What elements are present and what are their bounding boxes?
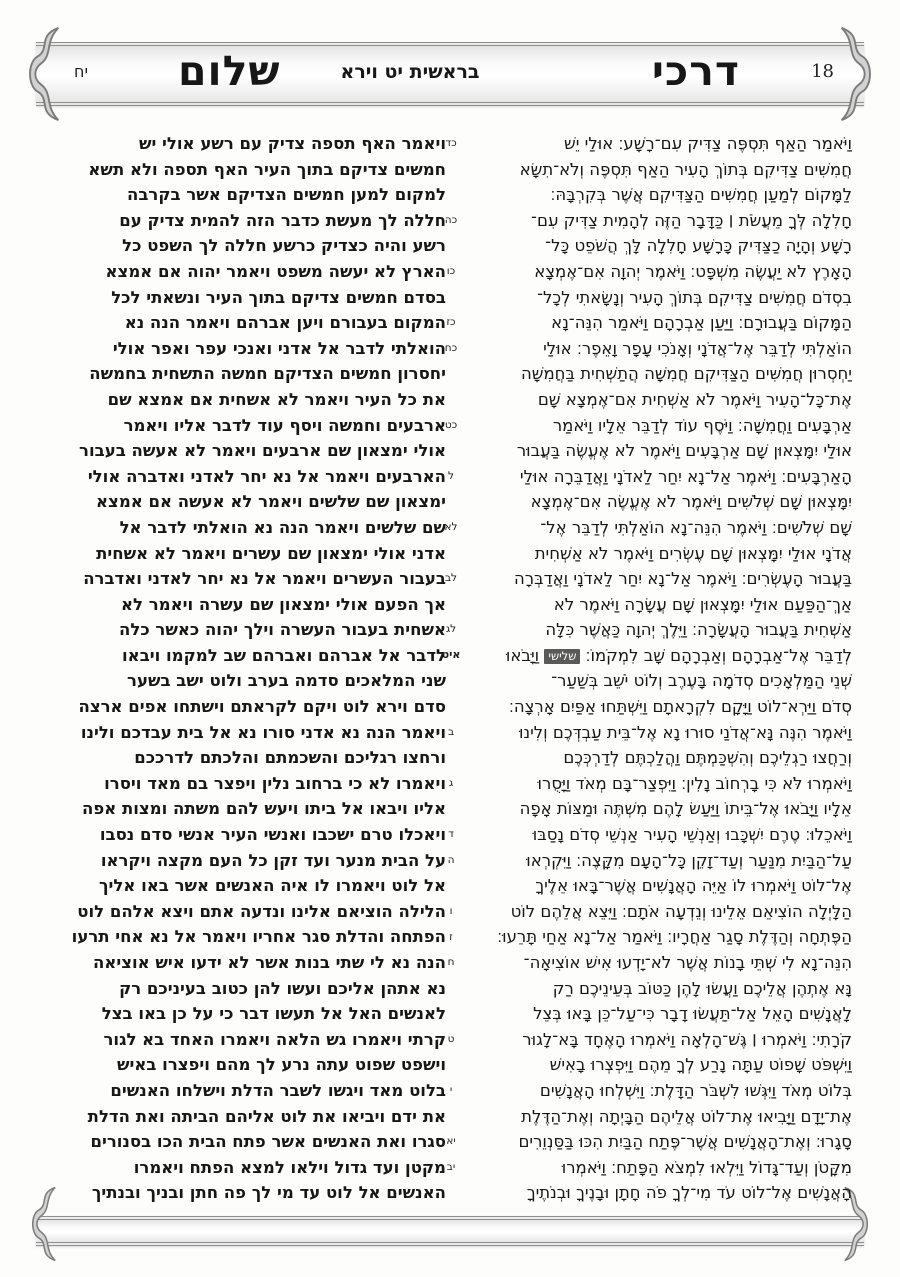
torah-line: הַפֶּתְחָה וְהַדֶּלֶת סָגַר אַחֲרָיו׃ וַיֹּאמַר אַל־נָא אַחַי תָּרֵעוּ׃ bbox=[497, 927, 852, 947]
script-line: הארץ לא יעשה משפט ויאמר יהוה אם אמצא bbox=[105, 261, 446, 281]
script-line: רשע והיה כצדיק כרשע חללה לך השפט כל bbox=[122, 236, 446, 256]
torah-line: הִנֵּה־נָא לִי שְׁתֵּי בָנוֹת אֲשֶׁר לֹא־יָדְעוּ אִישׁ אוֹצִיאָה־ bbox=[523, 953, 852, 972]
verse-marker: כט bbox=[444, 418, 458, 431]
torah-line: עַל־הַבַּיִת מִנַּעַר וְעַד־זָקֵן כָּל־הָעָם מִקָּצֶה׃ וַיִּקְרְאוּ bbox=[526, 850, 852, 870]
torah-line: הָאַרְבָּעִים׃ וַיֹּאמֶר אַל־נָא יִחַר לַאדֹנָי וַאֲדַבֵּרָה אוּלַי bbox=[519, 466, 852, 486]
torah-line: הָאָרֶץ לֹא יַעֲשֶׂה מִשְׁפָּט׃ וַיֹּאמֶר יְהוָה אִם־אֶמְצָא bbox=[534, 261, 852, 281]
script-line: אליו ויבאו אל ביתו ויעש להם משתה ומצות אפה bbox=[82, 799, 446, 819]
script-line: הארבעים ויאמר אל נא יחר לאדני ואדברה אולי bbox=[87, 466, 446, 486]
script-line: וישפט שפוט עתה נרע לך מהם ויפצרו באיש bbox=[116, 1055, 446, 1075]
torah-line: וַיֹּאכֵלוּ׃ טֶרֶם יִשְׁכָּבוּ וְאַנְשֵׁי הָעִיר אַנְשֵׁי סְדֹם נָסַבּוּ bbox=[532, 825, 852, 845]
verse-marker: ז bbox=[449, 930, 453, 943]
script-line: אשחית בעבור העשרה וילך יהוה כאשר כלה bbox=[119, 620, 446, 640]
script-line: ימצאון שם שלשים ויאמר לא אעשה אם אמצא bbox=[96, 492, 446, 512]
script-line: בעבור העשרים ויאמר אל נא יחר לאדני ואדברה bbox=[83, 569, 446, 589]
torah-line: וַיֹּאמְרוּ לֹּא כִּי בָרְחוֹב נָלִין׃ וַיִּפְצַר־בָּם מְאֹד וַיָּסֻרוּ bbox=[537, 773, 852, 793]
torah-line: שָׁם שְׁלֹשִׁים׃ וַיֹּאמֶר הִנֵּה־נָא הוֹאַלְתִּי לְדַבֵּר אֶל־ bbox=[540, 517, 852, 537]
torah-line: אַךְ־הַפַּעַם אוּלַי יִמָּצְאוּן שָׁם עֲשָׂרָה וַיֹּאמֶר לֹא bbox=[553, 594, 852, 614]
torah-line: סָגָרוּ׃ וְאֶת־הָאֲנָשִׁים אֲשֶׁר־פֶּתַח הַבַּיִת הִכּוּ בַּסַּנְוֵרִים bbox=[518, 1132, 852, 1152]
pointed-text-column bbox=[464, 131, 852, 1206]
verse-marker: ה bbox=[447, 853, 455, 866]
book-title-right: דרכי bbox=[651, 47, 740, 95]
script-line: שני המלאכים סדמה בערב ולוט ישב בשער bbox=[127, 671, 446, 691]
torah-line: הָאֲנָשִׁים אֶל־לוֹט עֹד מִי־לְךָ פֹה חָתָן וּבָנֶיךָ וּבְנֹתֶיךָ bbox=[526, 1183, 852, 1203]
torah-line: מִקָּטֹן וְעַד־גָּדוֹל וַיִּלְאוּ לִמְצֹא הַפָּתַח׃ וַיֹּאמְרוּ bbox=[561, 1157, 852, 1177]
script-line: המקום בעבורם ויען אברהם ויאמר הנה נא bbox=[124, 313, 446, 333]
script-line: לאנשים האל אל תעשו דבר כי על כן באו בצל bbox=[101, 1004, 446, 1024]
torah-line: לָאֲנָשִׁים הָאֵל אַל־תַּעֲשׂוּ דָבָר כִּי־עַל־כֵּן בָּאוּ בְּצֵל bbox=[533, 1004, 852, 1024]
torah-line: הַלָּיְלָה הוֹצִיאֵם אֵלֵינוּ וְנֵדְעָה אֹתָם׃ וַיֵּצֵא אֲלֵהֶם לוֹט bbox=[510, 901, 852, 921]
verse-marker: לא bbox=[444, 521, 458, 533]
script-line: ויאכלו טרם ישכבו ואנשי העיר אנשי סדם נסבו bbox=[99, 825, 446, 845]
verse-marker: ד bbox=[448, 828, 454, 841]
torah-line: וַיֹּאמַר הַאַף תִּסְפֶּה צַדִּיק עִם־רָשָׁע׃ אוּלַי יֵשׁ bbox=[564, 134, 852, 153]
script-line: בלוט מאד ויגשו לשבר הדלת וישלחו האנשים bbox=[110, 1080, 446, 1100]
verse-marker: כד bbox=[445, 137, 457, 149]
script-line: ויאמרו לא כי ברחוב נלין ויפצר בם מאד ויסרו bbox=[104, 773, 446, 793]
verse-marker: כה bbox=[444, 213, 458, 226]
corner-flourish-top-left-icon bbox=[22, 26, 64, 122]
torah-line: אַשְׁחִית בַּעֲבוּר הָעֲשָׂרָה׃ וַיֵּלֶךְ יְהוָה כַּאֲשֶׁר כִּלָּה bbox=[545, 620, 852, 640]
chapter-verse-marker: איט bbox=[441, 648, 461, 661]
verse-marker: לג bbox=[445, 623, 457, 636]
verse-marker: כח bbox=[444, 341, 458, 354]
torah-line: חָלִלָה לְּךָ מֵעֲשֹׂת ׀ כַּדָּבָר הַזֶּה לְהָמִית צַדִּיק עִם־ bbox=[531, 210, 852, 230]
aliyah-marker-shlishi: שלישי bbox=[544, 649, 580, 664]
verse-marker: ב bbox=[447, 725, 455, 738]
verse-marker: ח bbox=[447, 956, 455, 969]
torah-line: בִסְדֹם חֲמִשִּׁים צַדִּיקִם בְּתוֹךְ הָעִיר וְנָשָׂאתִי לְכָל־ bbox=[537, 287, 852, 307]
script-line: אל לוט ויאמרו לו איה האנשים אשר באו אליך bbox=[99, 876, 446, 896]
script-line: ויאמר הנה נא אדני סורו נא אל בית עבדכם ולינו bbox=[80, 722, 446, 742]
torah-line: הוֹאַלְתִּי לְדַבֵּר אֶל־אֲדֹנָי וְאָנֹכִי עָפָר וָאֵפֶר׃ אוּלַי bbox=[543, 338, 852, 358]
script-line: חמשים צדיקם בתוך העיר האף תספה ולא תשא bbox=[88, 159, 446, 179]
verse-marker: יא bbox=[446, 1135, 456, 1148]
script-line: האנשים אל לוט עד מי לך פה חתן ובניך ובנתיך bbox=[91, 1183, 446, 1203]
verse-marker: לב bbox=[444, 572, 458, 585]
torah-line: בַּעֲבוּר הָעֶשְׂרִים׃ וַיֹּאמֶר אַל־נָא יִחַר לַאדֹנָי וַאֲדַבְּרָה bbox=[513, 569, 852, 589]
torah-line: וַיִּשְׁפֹּט שָׁפוֹט עַתָּה נָרַע לְךָ מֵהֶם וַיִּפְצְרוּ בָאִישׁ bbox=[549, 1055, 852, 1075]
script-line: ורחצו רגליכם והשכמתם והלכתם לדרככם bbox=[134, 748, 446, 768]
torah-line: שְׁנֵי הַמַּלְאָכִים סְדֹמָה בָּעֶרֶב וְלוֹט יֹשֵׁב בְּשַׁעַר־ bbox=[551, 671, 852, 691]
corner-flourish-top-right-icon bbox=[836, 26, 878, 122]
torah-line: יִמָּצְאוּן שָׁם שְׁלֹשִׁים וַיֹּאמֶר לֹא אֶעֱשֶׂה אִם־אֶמְצָא bbox=[530, 492, 852, 512]
script-line: אולי ימצאון שם ארבעים ויאמר לא אעשה בעבור bbox=[79, 441, 446, 461]
footer-band bbox=[36, 1216, 864, 1246]
torah-line: יַחְסְרוּן חֲמִשִּׁים הַצַּדִּיקִם חֲמִשָּׁה הֲתַשְׁחִית בַּחֲמִשָּׁה bbox=[520, 364, 852, 384]
script-line: בסדם חמשים צדיקם בתוך העיר ונשאתי לכל bbox=[111, 287, 446, 307]
parsha-chapter-header: בראשית יט וירא bbox=[340, 61, 480, 83]
torah-line: קֹרָתִי׃ וַיֹּאמְרוּ ׀ גֶּשׁ־הָלְאָה וַיֹּאמְרוּ הָאֶחָד בָּא־לָגוּר bbox=[522, 1029, 852, 1049]
script-line: סדם וירא לוט ויקם לקראתם וישתחו אפים ארצה bbox=[78, 697, 446, 717]
script-line: הנה נא לי שתי בנות אשר לא ידעו איש אוציאה bbox=[93, 953, 446, 972]
torah-line: לַמָּקוֹם לְמַעַן חֲמִשִּׁים הַצַּדִּיקִם אֲשֶׁר בְּקִרְבָּהּ׃ bbox=[550, 185, 852, 205]
verse-marker: ג bbox=[448, 777, 454, 789]
page-number-hebrew: יח bbox=[74, 62, 89, 81]
verse-marker: כו bbox=[446, 265, 456, 277]
torah-line: אֶת־כָּל־הָעִיר וַיֹּאמֶר לֹא אַשְׁחִית אִם־אֶמְצָא שָׁם bbox=[537, 389, 852, 409]
script-line: סגרו ואת האנשים אשר פתח הבית הכו בסנורים bbox=[90, 1132, 446, 1152]
torah-line: וְרַחֲצוּ רַגְלֵיכֶם וְהִשְׁכַּמְתֶּם וַהֲלַכְתֶּם לְדַרְכְּכֶם bbox=[563, 748, 852, 768]
script-line: לדבר אל אברהם ואברהם שב למקמו ויבאו bbox=[122, 645, 446, 665]
torah-line: הַמָּקוֹם בַּעֲבוּרָם׃ וַיַּעַן אַבְרָהָם וַיֹּאמַר הִנֵּה־נָא bbox=[551, 313, 852, 333]
torah-line: אֶל־לוֹט וַיֹּאמְרוּ לוֹ אַיֵּה הָאֲנָשִׁים אֲשֶׁר־בָּאוּ אֵלֶיךָ bbox=[535, 876, 852, 896]
torah-line: אֶת־יָדָם וַיָּבִיאוּ אֶת־לוֹט אֲלֵיהֶם הַבָּיְתָה וְאֶת־הַדֶּלֶת bbox=[521, 1106, 852, 1126]
script-line: הפתחה והדלת סגר אחריו ויאמר אל נא אחי תרעו bbox=[71, 927, 446, 947]
script-line: ארבעים וחמשה ויסף עוד לדבר אליו ויאמר bbox=[123, 415, 446, 435]
page-number: 18 bbox=[811, 61, 834, 82]
torah-line: חֲמִשִּׁים צַדִּיקִם בְּתוֹךְ הָעִיר הַאַף תִּסְפֶּה וְלֹא־תִשָּׂא bbox=[519, 159, 852, 179]
script-line: יחסרון חמשים הצדיקם חמשה התשחית בחמשה bbox=[89, 364, 446, 384]
script-line: שם שלשים ויאמר הנה נא הואלתי לדבר אל bbox=[119, 517, 446, 537]
script-line: הואלתי לדבר אל אדני ואנכי עפר ואפר אולי bbox=[112, 338, 446, 358]
book-title-left: שלום bbox=[178, 47, 281, 95]
torah-line: נָּא אֶתְהֶן אֲלֵיכֶם וַעֲשׂוּ לָהֶן כַּטּוֹב בְּעֵינֵיכֶם רַק bbox=[552, 978, 852, 998]
verse-marker: כז bbox=[446, 316, 456, 329]
script-line: נא אתהן אליכם ועשו להן כטוב בעיניכם רק bbox=[119, 978, 446, 998]
script-line: חללה לך מעשת כדבר הזה להמית צדיק עם bbox=[119, 210, 446, 230]
torah-line: אֲדֹנָי אוּלַי יִמָּצְאוּן שָׁם עֶשְׂרִים וַיֹּאמֶר לֹא אַשְׁחִית bbox=[534, 543, 852, 563]
torah-line: סְדֹם וַיַּרְא־לוֹט וַיָּקָם לִקְרָאתָם וַיִּשְׁתַּחוּ אַפַּיִם אָרְצָה׃ bbox=[509, 697, 852, 717]
torah-line: לְדַבֵּר אֶל־אַבְרָהָם וְאַבְרָהָם שָׁב לִמְקֹמוֹ׃ שלישי וַיָּבֹאוּ bbox=[505, 645, 852, 665]
script-line: הלילה הוציאם אלינו ונדעה אתם ויצא אלהם לוט bbox=[77, 901, 446, 921]
script-line: למקום למען חמשים הצדיקם אשר בקרבה bbox=[127, 185, 446, 205]
script-line: ויאמר האף תספה צדיק עם רשע אולי יש bbox=[138, 134, 446, 153]
verse-marker: יב bbox=[446, 1161, 456, 1173]
verse-marker: ו bbox=[449, 905, 453, 917]
torah-line: אַרְבָּעִים וַחֲמִשָּׁה׃ וַיֹּסֶף עוֹד לְדַבֵּר אֵלָיו וַיֹּאמַר bbox=[552, 415, 852, 435]
torah-line: אוּלַי יִמָּצְאוּן שָׁם אַרְבָּעִים וַיֹּאמֶר לֹא אֶעֱשֶׂה בַּעֲבוּר bbox=[516, 441, 852, 461]
torah-line: רָשָׁע וְהָיָה כַצַּדִּיק כָּרָשָׁע חָלִלָה לָּךְ הֲשֹׁפֵט כָּל־ bbox=[545, 236, 852, 256]
torah-line: בְּלוֹט מְאֹד וַיִּגְּשׁוּ לִשְׁבֹּר הַדָּלֶת׃ וַיִּשְׁלְחוּ הָאֲנָשִׁים bbox=[539, 1080, 852, 1100]
torah-line: אֵלָיו וַיָּבֹאוּ אֶל־בֵּיתוֹ וַיַּעַשׂ לָהֶם מִשְׁתֶּה וּמַצּוֹת אָפָה bbox=[519, 799, 852, 819]
script-line: מקטן ועד גדול וילאו למצא הפתח ויאמרו bbox=[133, 1157, 446, 1177]
verse-marker: י bbox=[449, 1084, 453, 1097]
script-line: קרתי ויאמרו גש הלאה ויאמרו האחד בא לגור bbox=[103, 1029, 446, 1049]
verse-marker: ל bbox=[448, 469, 454, 482]
verse-marker: ט bbox=[447, 1033, 455, 1045]
torah-line: וַיֹּאמֶר הִנֶּה נָּא־אֲדֹנַי סוּרוּ נָא אֶל־בֵּית עַבְדְּכֶם וְלִינוּ bbox=[519, 722, 852, 742]
script-line: את ידם ויביאו את לוט אליהם הביתה ואת הדלת bbox=[87, 1106, 446, 1126]
script-line: אדני אולי ימצאון שם עשרים ויאמר לא אשחית bbox=[96, 543, 446, 563]
script-line: אך הפעם אולי ימצאון שם עשרה ויאמר לא bbox=[120, 594, 446, 614]
script-line: על הבית מנער ועד זקן כל העם מקצה ויקראו bbox=[100, 850, 446, 870]
scroll-script-column bbox=[28, 131, 446, 1206]
script-line: את כל העיר ויאמר לא אשחית אם אמצא שם bbox=[107, 389, 446, 409]
